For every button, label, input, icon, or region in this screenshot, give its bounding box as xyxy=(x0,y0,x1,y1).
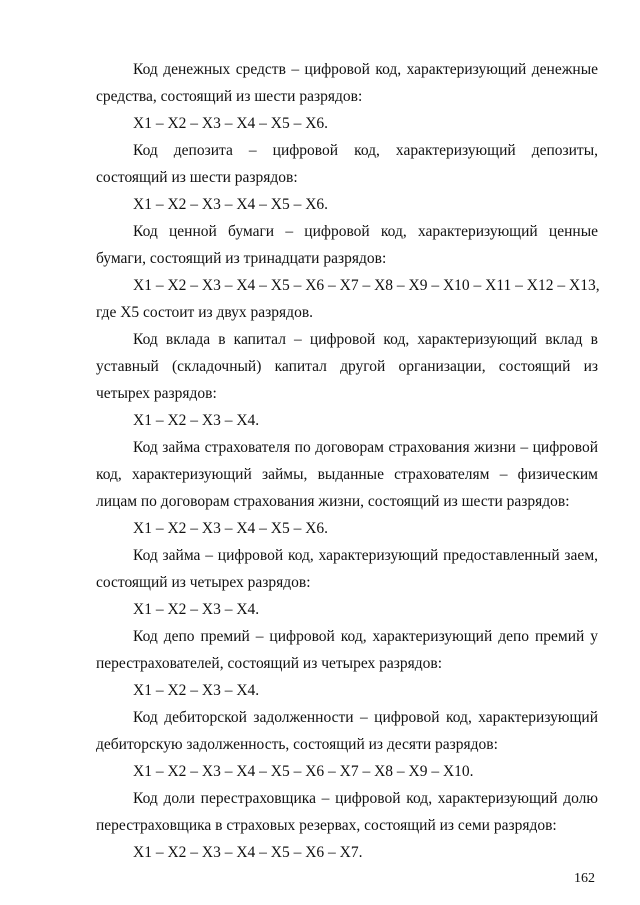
formula-loan-code: X1 – X2 – X3 – X4. xyxy=(133,601,260,618)
formula-reinsurer-share-code: X1 – X2 – X3 – X4 – X5 – X6 – X7. xyxy=(133,844,363,861)
formula-policyholder-loan-code: X1 – X2 – X3 – X4 – X5 – X6. xyxy=(133,520,329,537)
paragraph-capital-contribution-code: Код вклада в капитал – цифровой код, характеризующий вклад в уставный (складочный) капитал другой организации, состоящий из четырех разрядов: xyxy=(96,331,598,402)
paragraph-loan-code: Код займа – цифровой код, характеризующий предоставленный заем, состоящий из четырех разрядов: xyxy=(96,547,598,591)
formula-capital-contribution-code: X1 – X2 – X3 – X4. xyxy=(133,412,260,429)
paragraph-policyholder-loan-code: Код займа страхователя по договорам страхования жизни – цифровой код, характеризующий займы, выданные страхователям – физическим лицам по договорам страхования жизни, состоящий из шести разрядов: xyxy=(96,439,598,510)
paragraph-reinsurer-share-code: Код доли перестраховщика – цифровой код, характеризующий долю перестраховщика в страховых резервах, состоящий из семи разрядов: xyxy=(96,790,598,834)
paragraph-cash-code: Код денежных средств – цифровой код, характеризующий денежные средства, состоящий из шести разрядов: xyxy=(96,61,598,105)
formula-receivables-code: X1 – X2 – X3 – X4 – X5 – X6 – X7 – X8 – X9 – X10. xyxy=(133,763,474,780)
formula-deposit-code: X1 – X2 – X3 – X4 – X5 – X6. xyxy=(133,196,329,213)
paragraph-premium-deposit-code: Код депо премий – цифровой код, характеризующий депо премий у перестрахователей, состоящий из четырех разрядов: xyxy=(96,628,598,672)
formula-cash-code: X1 – X2 – X3 – X4 – X5 – X6. xyxy=(133,115,329,132)
formula-security-code: X1 – X2 – X3 – X4 – X5 – X6 – X7 – X8 – X9 – X10 – X11 – X12 – X13, xyxy=(133,277,600,294)
page-body xyxy=(96,56,598,866)
note-security-code: где X5 состоит из двух разрядов. xyxy=(96,304,314,321)
page-number: 162 xyxy=(574,871,595,886)
paragraph-receivables-code: Код дебиторской задолженности – цифровой код, характеризующий дебиторскую задолженность, состоящий из десяти разрядов: xyxy=(96,709,598,753)
formula-premium-deposit-code: X1 – X2 – X3 – X4. xyxy=(133,682,260,699)
paragraph-security-code: Код ценной бумаги – цифровой код, характеризующий ценные бумаги, состоящий из тринадцати разрядов: xyxy=(96,223,598,267)
paragraph-deposit-code: Код депозита – цифровой код, характеризующий депозиты, состоящий из шести разрядов: xyxy=(96,142,598,186)
